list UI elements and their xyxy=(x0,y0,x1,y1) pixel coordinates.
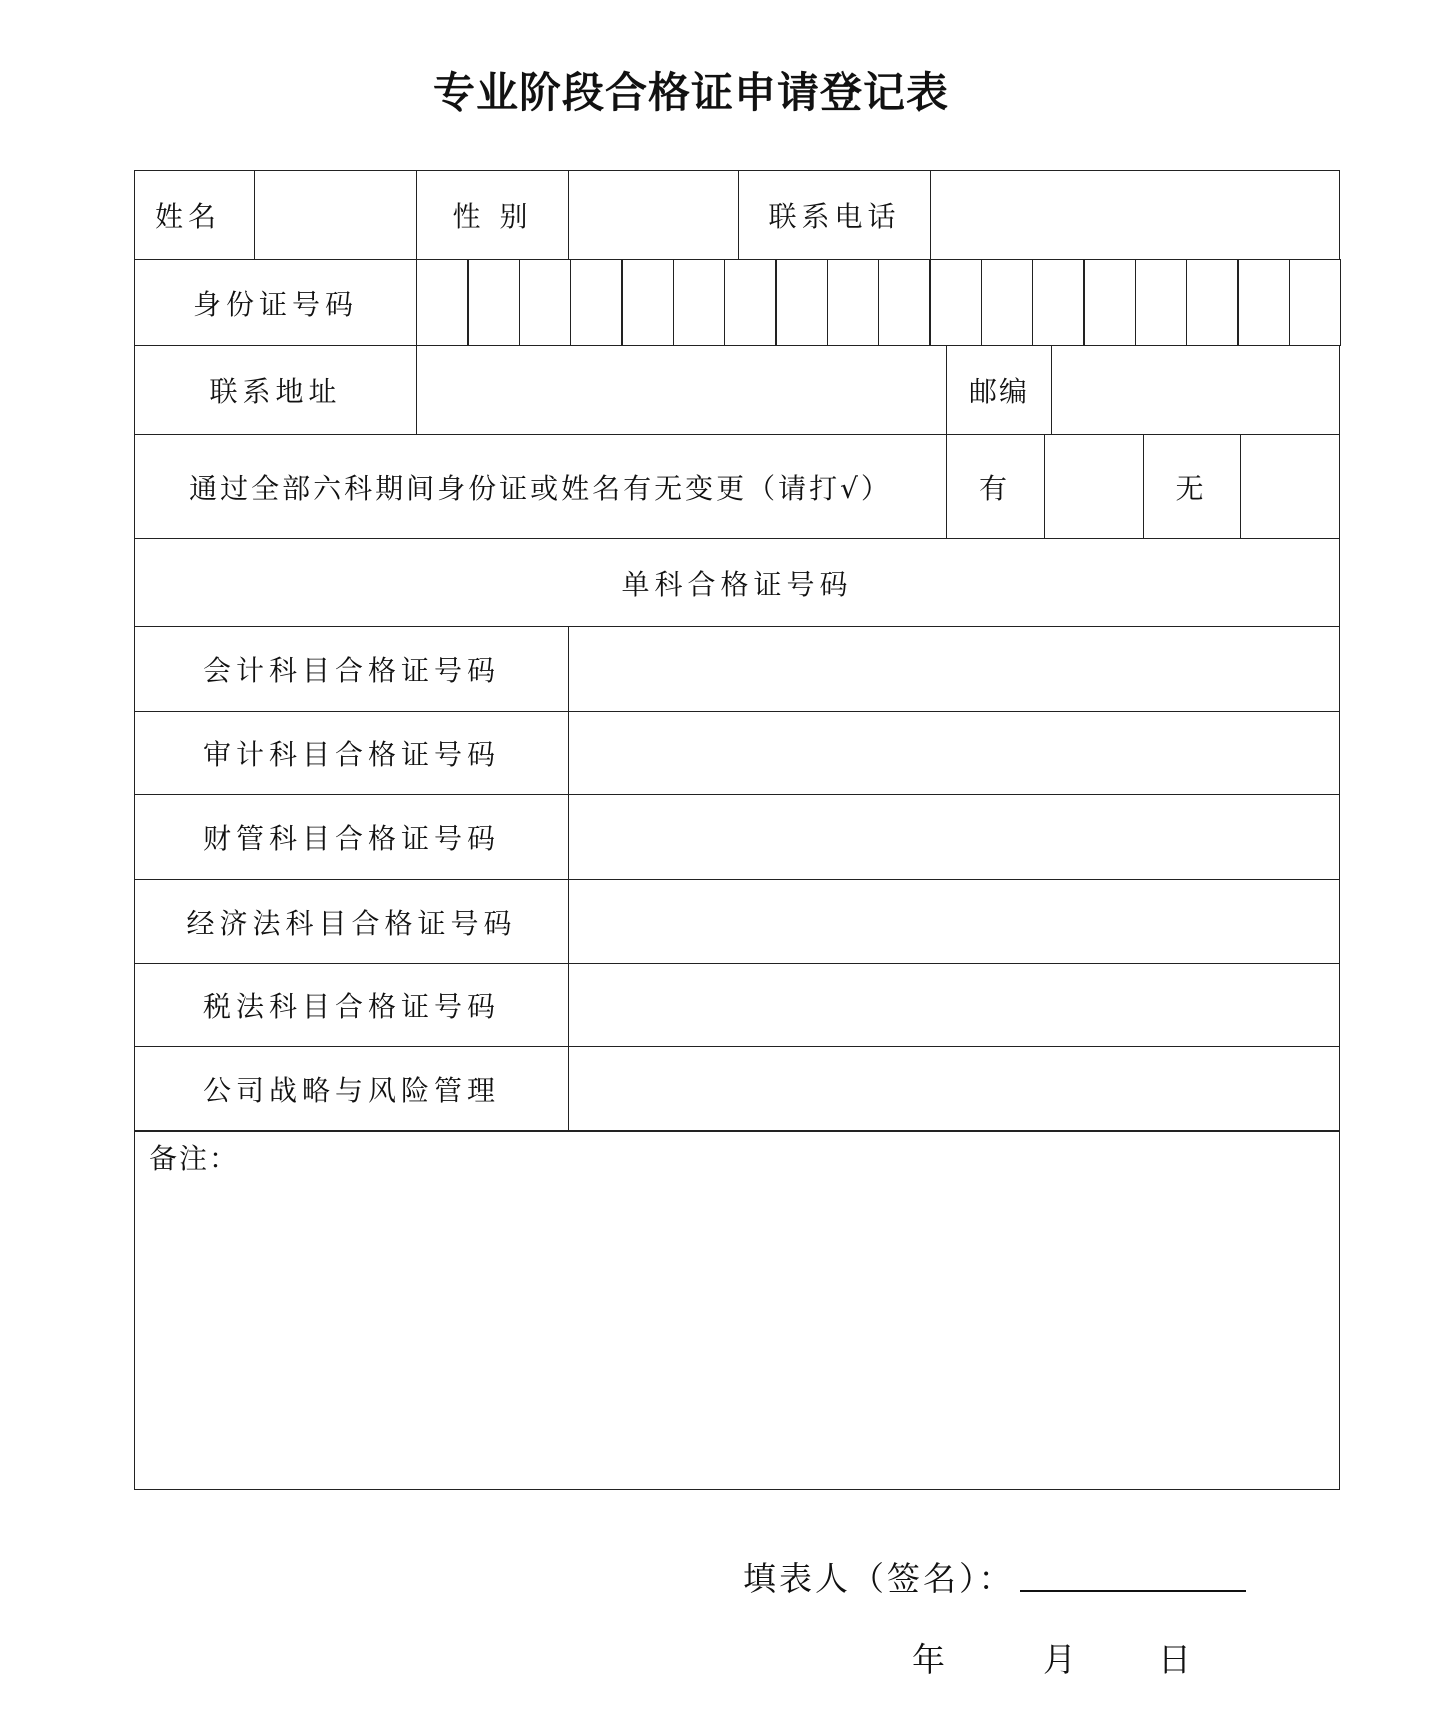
no-label: 无 xyxy=(1143,434,1241,539)
subject-label: 公司战略与风险管理 xyxy=(134,1046,569,1132)
subject-label: 税法科目合格证号码 xyxy=(134,963,569,1047)
no-checkbox[interactable] xyxy=(1240,434,1340,539)
gender-label: 性 别 xyxy=(416,170,569,260)
subject-certificate-field[interactable] xyxy=(568,711,1340,795)
id-digit-cell[interactable] xyxy=(878,259,931,346)
id-digit-cell[interactable] xyxy=(621,259,674,346)
id-digit-cell[interactable] xyxy=(929,259,982,346)
subject-certificate-field[interactable] xyxy=(568,794,1340,880)
yes-label: 有 xyxy=(946,434,1045,539)
page-title: 专业阶段合格证申请登记表 xyxy=(432,68,949,117)
address-field[interactable] xyxy=(416,345,947,435)
subject-label: 会计科目合格证号码 xyxy=(134,626,569,712)
id-digit-cell[interactable] xyxy=(775,259,828,346)
id-digit-cell[interactable] xyxy=(827,259,880,346)
id-digit-cell[interactable] xyxy=(570,259,623,346)
remarks-box[interactable] xyxy=(134,1130,1340,1490)
section-header: 单科合格证号码 xyxy=(134,538,1340,627)
signature-line[interactable] xyxy=(1020,1590,1246,1592)
id-digit-cell[interactable] xyxy=(467,259,520,346)
subject-certificate-field[interactable] xyxy=(568,879,1340,964)
phone-label: 联系电话 xyxy=(738,170,931,260)
id-digit-cell[interactable] xyxy=(1135,259,1188,346)
change-label: 通过全部六科期间身份证或姓名有无变更（请打√） xyxy=(134,434,947,539)
subject-label: 审计科目合格证号码 xyxy=(134,711,569,795)
subject-certificate-field[interactable] xyxy=(568,626,1340,712)
remarks-label: 备注： xyxy=(149,1142,240,1175)
date-day: 日 xyxy=(1158,1640,1194,1679)
subject-label: 经济法科目合格证号码 xyxy=(134,879,569,964)
name-field[interactable] xyxy=(254,170,417,260)
yes-checkbox[interactable] xyxy=(1044,434,1144,539)
id-digit-cell[interactable] xyxy=(1237,259,1290,346)
id-digit-cell[interactable] xyxy=(1289,259,1342,346)
date-year: 年 xyxy=(912,1640,948,1679)
subject-certificate-field[interactable] xyxy=(568,1046,1340,1132)
phone-field[interactable] xyxy=(930,170,1340,260)
id-digit-cell[interactable] xyxy=(1186,259,1239,346)
id-digit-cell[interactable] xyxy=(673,259,726,346)
id-label: 身份证号码 xyxy=(134,259,417,346)
postcode-field[interactable] xyxy=(1051,345,1340,435)
id-digit-cell[interactable] xyxy=(1032,259,1085,346)
signature-label: 填表人（签名）： xyxy=(743,1559,1015,1598)
subject-certificate-field[interactable] xyxy=(568,963,1340,1047)
name-label: 姓名 xyxy=(134,170,255,260)
date-month: 月 xyxy=(1043,1640,1079,1679)
id-digit-cell[interactable] xyxy=(981,259,1034,346)
subject-label: 财管科目合格证号码 xyxy=(134,794,569,880)
address-label: 联系地址 xyxy=(134,345,417,435)
postcode-label: 邮编 xyxy=(946,345,1052,435)
gender-field[interactable] xyxy=(568,170,739,260)
id-digit-cell[interactable] xyxy=(724,259,777,346)
id-digit-cell[interactable] xyxy=(519,259,572,346)
id-digit-cell[interactable] xyxy=(1083,259,1136,346)
id-digit-cell[interactable] xyxy=(416,259,469,346)
